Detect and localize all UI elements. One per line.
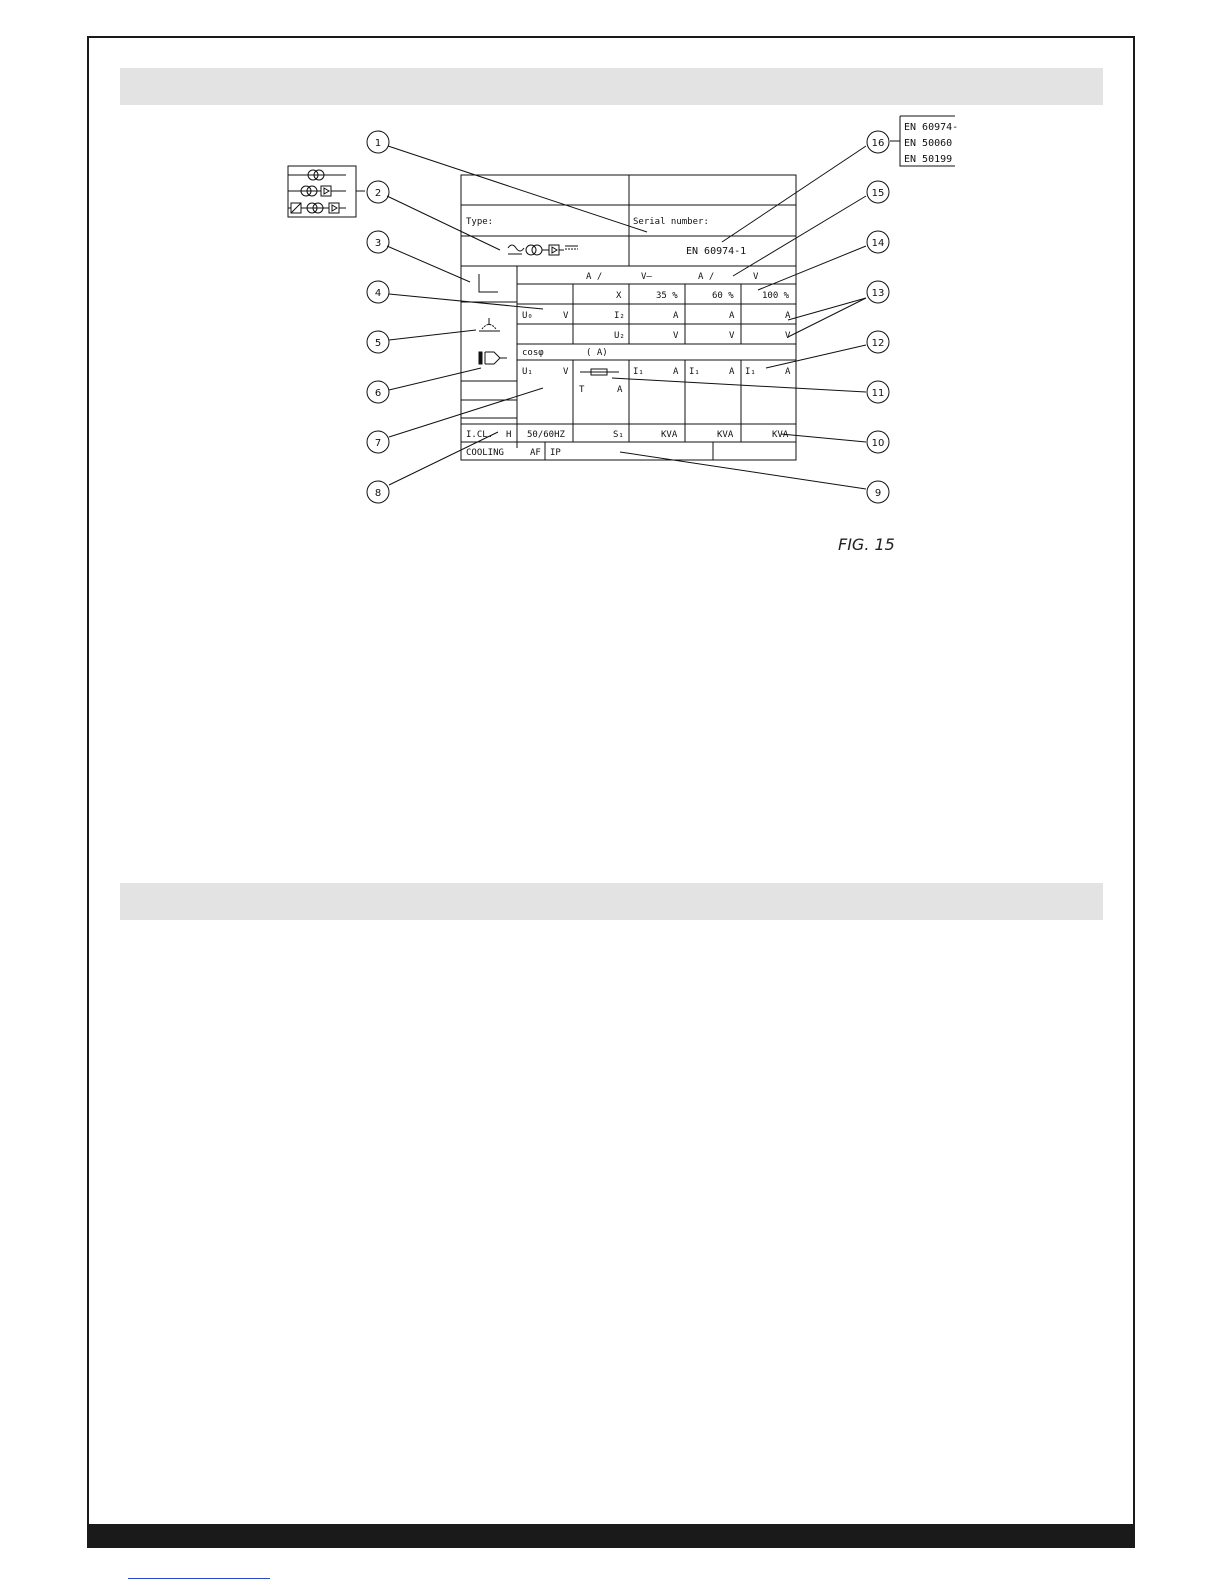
leader-5 xyxy=(389,330,476,340)
u2-unit-60: V xyxy=(729,331,735,341)
type-label: Type: xyxy=(466,217,494,227)
callout-12: 12 xyxy=(871,338,885,349)
callout-13: 13 xyxy=(871,288,885,299)
insulation-class-value: H xyxy=(506,430,512,440)
standard-1: EN 60974- xyxy=(904,122,959,133)
supply-plug-symbol xyxy=(479,352,507,364)
callout-10: 10 xyxy=(871,438,885,449)
plate-grid xyxy=(461,175,796,460)
callout-16: 16 xyxy=(871,138,885,149)
leader-lines xyxy=(387,146,866,489)
welding-process-symbol xyxy=(508,245,578,255)
norm-reference: EN 60974-1 xyxy=(686,246,747,257)
callout-15: 15 xyxy=(871,188,885,199)
process-options-box xyxy=(288,166,365,217)
s1-unit-60: KVA xyxy=(717,430,734,440)
header-voltage-1: V— xyxy=(641,272,652,282)
duty-cycle-35: 35 % xyxy=(656,291,678,301)
header-current-1: A / xyxy=(586,272,603,282)
standard-3: EN 50199 xyxy=(904,154,953,165)
leader-8 xyxy=(389,432,498,485)
cosphi-current: ( A) xyxy=(586,348,608,358)
callout-numbers xyxy=(375,138,885,499)
cooling-label: COOLING xyxy=(466,448,504,458)
header-current-2: A / xyxy=(698,272,715,282)
figure-caption: FIG. 15 xyxy=(838,535,895,554)
i1-label-35: I₁ xyxy=(633,367,644,377)
callout-9: 9 xyxy=(874,488,882,499)
i2-unit-100: A xyxy=(785,311,791,321)
leader-1 xyxy=(388,146,647,232)
fuse-type-label: T xyxy=(579,385,585,395)
leader-6 xyxy=(389,368,481,390)
leader-4 xyxy=(389,294,543,309)
i1-unit-35: A xyxy=(673,367,679,377)
standards-text xyxy=(904,122,958,165)
serial-number-label: Serial number: xyxy=(633,217,709,227)
s1-label: S₁ xyxy=(613,430,624,440)
i1-label-100: I₁ xyxy=(745,367,756,377)
characteristic-curve-symbol xyxy=(479,274,498,292)
callout-4: 4 xyxy=(374,288,382,299)
leader-14 xyxy=(758,246,866,290)
i2-label: I₂ xyxy=(614,311,625,321)
i1-unit-60: A xyxy=(729,367,735,377)
cooling-type: AF xyxy=(530,448,541,458)
frequency-label: 50/60HZ xyxy=(527,430,565,440)
u1-label: U₁ xyxy=(522,367,533,377)
insulation-class-label: I.CL. xyxy=(466,430,494,440)
leader-3 xyxy=(387,246,470,282)
s1-unit-100: KVA xyxy=(772,430,789,440)
callout-5: 5 xyxy=(374,338,382,349)
u2-unit-100: V xyxy=(785,331,791,341)
u2-label: U₂ xyxy=(614,331,625,341)
duty-cycle-60: 60 % xyxy=(712,291,734,301)
leader-13a xyxy=(788,298,866,320)
fuse-symbol xyxy=(580,369,619,375)
duty-cycle-x-label: X xyxy=(616,291,622,301)
callout-2: 2 xyxy=(374,188,382,199)
callout-14: 14 xyxy=(871,238,885,249)
u0-unit: V xyxy=(563,311,569,321)
header-voltage-2: V xyxy=(753,272,759,282)
callout-6: 6 xyxy=(374,388,382,399)
leader-13b xyxy=(788,298,866,337)
output-power-symbol xyxy=(479,318,500,331)
callout-circles xyxy=(367,131,889,503)
i2-unit-35: A xyxy=(673,311,679,321)
i1-unit-100: A xyxy=(785,367,791,377)
callout-7: 7 xyxy=(374,438,382,449)
ip-label: IP xyxy=(550,448,561,458)
leader-12 xyxy=(766,345,866,368)
u2-unit-35: V xyxy=(673,331,679,341)
duty-cycle-100: 100 % xyxy=(762,291,790,301)
leader-11 xyxy=(612,378,866,392)
fuse-unit: A xyxy=(617,385,623,395)
callout-8: 8 xyxy=(374,488,382,499)
s1-unit-35: KVA xyxy=(661,430,678,440)
callout-1: 1 xyxy=(374,138,382,149)
standard-2: EN 50060 xyxy=(904,138,953,149)
leader-16 xyxy=(722,146,866,242)
i1-label-60: I₁ xyxy=(689,367,700,377)
leader-10 xyxy=(781,434,866,442)
callout-3: 3 xyxy=(374,238,382,249)
callout-11: 11 xyxy=(871,388,885,399)
cosphi-label: cosφ xyxy=(522,348,544,358)
leader-9 xyxy=(620,452,866,489)
u0-label: U₀ xyxy=(522,311,533,321)
u1-unit: V xyxy=(563,367,569,377)
i2-unit-60: A xyxy=(729,311,735,321)
